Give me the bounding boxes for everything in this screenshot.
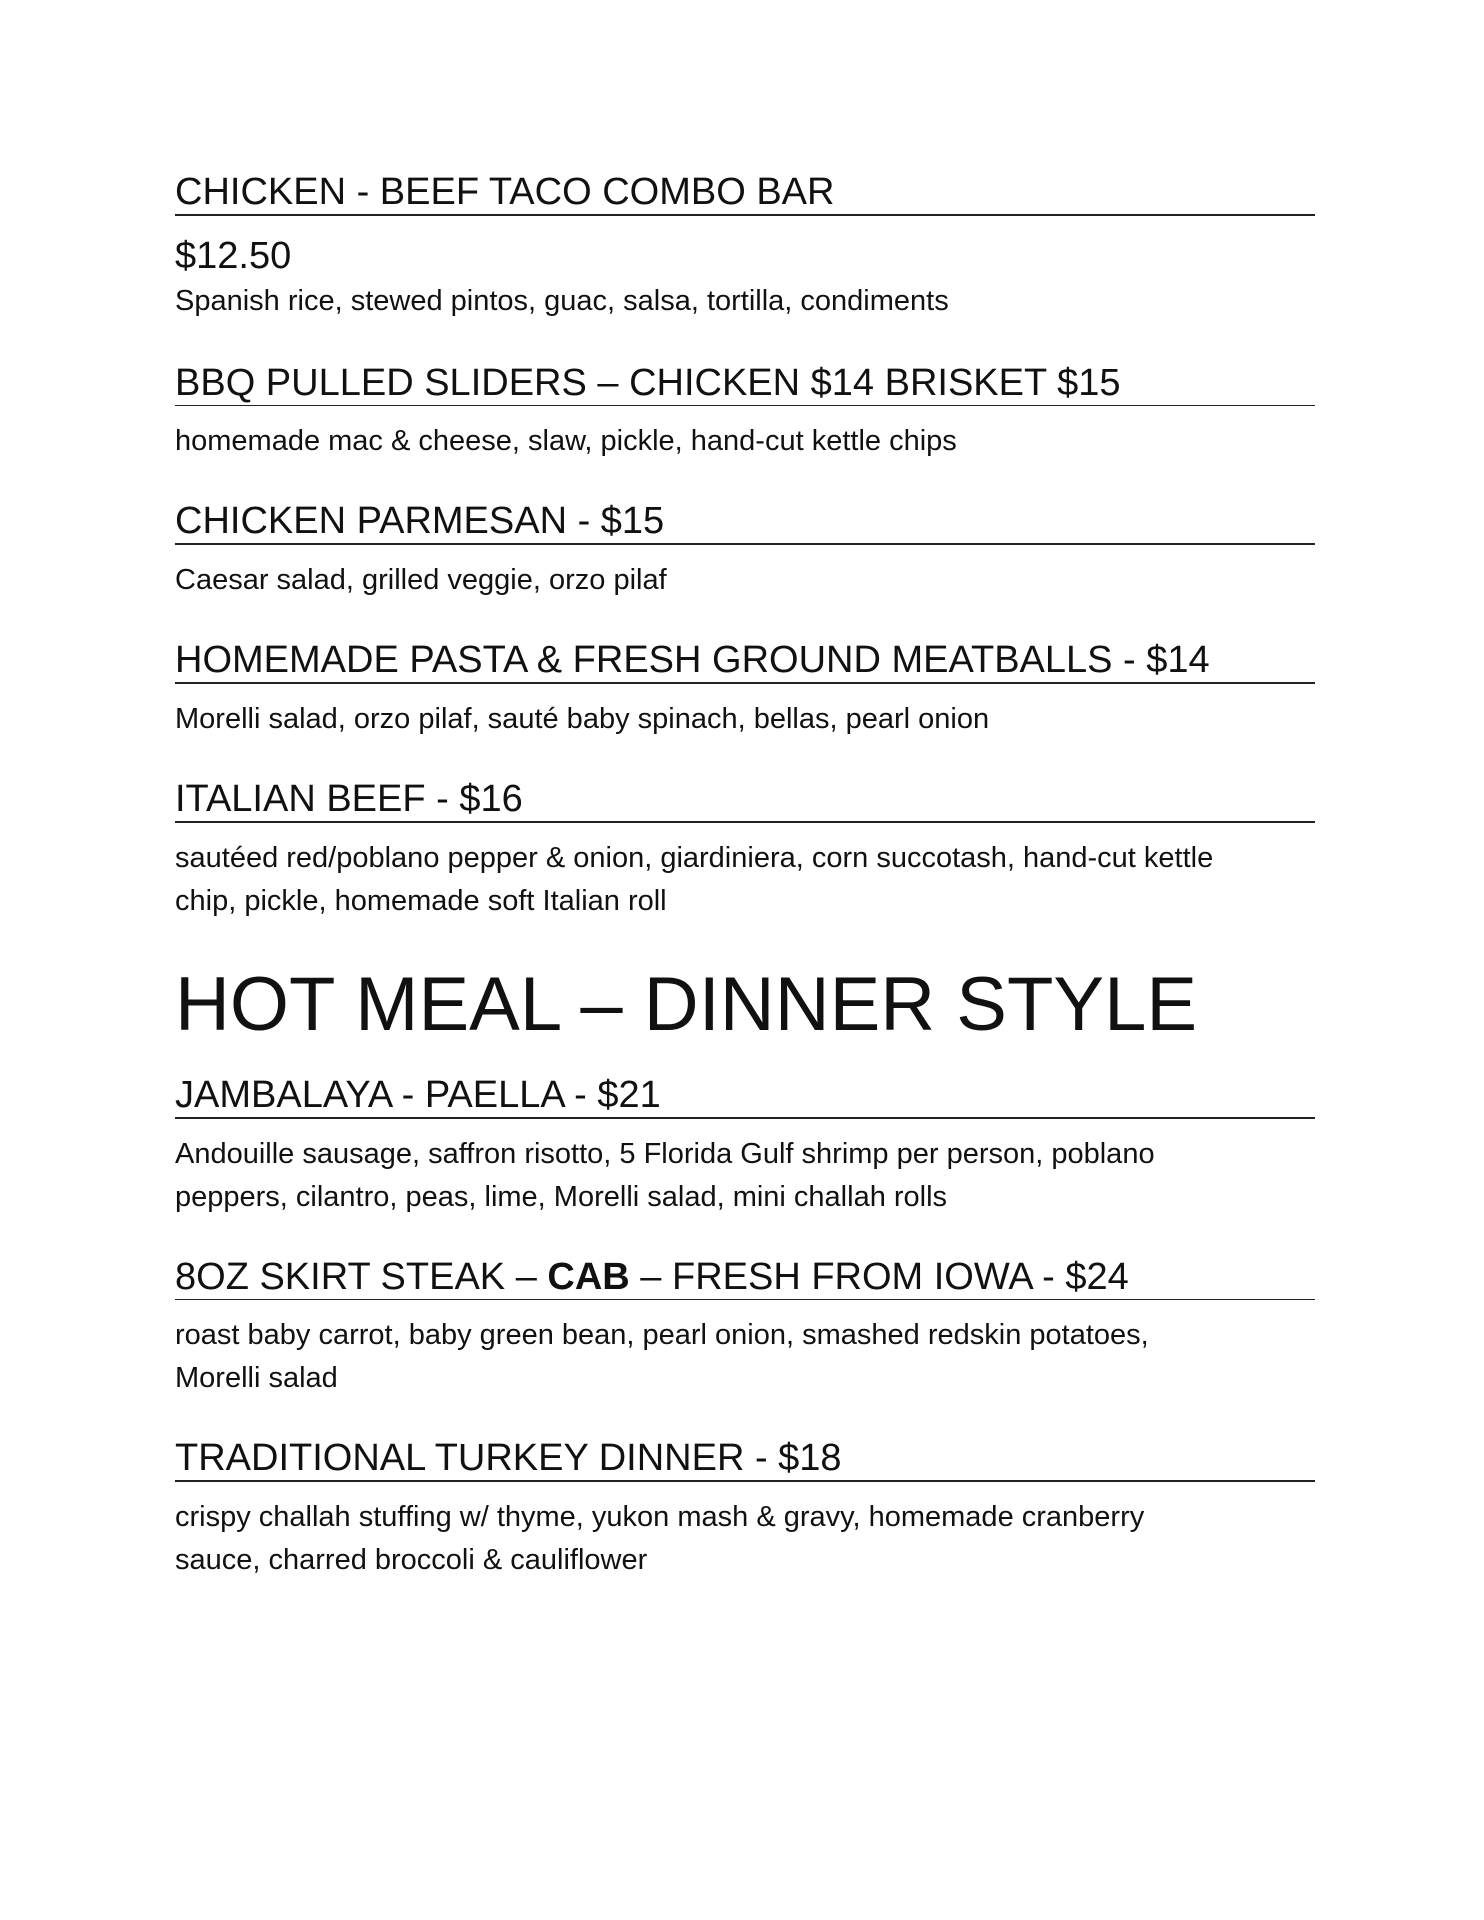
item-description: [175, 1314, 1315, 1400]
item-description-line: roast baby carrot, baby green bean, pearl onion, smashed redskin potatoes,: [175, 1319, 1149, 1351]
menu-item-bbq-sliders: [175, 361, 1315, 463]
item-description: [175, 837, 1315, 923]
item-title: BBQ PULLED SLIDERS – CHICKEN $14 BRISKET $15: [175, 361, 1315, 406]
item-title: ITALIAN BEEF - $16: [175, 777, 1315, 823]
item-description-line: crispy challah stuffing w/ thyme, yukon mash & gravy, homemade cranberry: [175, 1501, 1145, 1533]
item-title: JAMBALAYA - PAELLA - $21: [175, 1073, 1315, 1119]
item-title: CHICKEN - BEEF TACO COMBO BAR: [175, 170, 1315, 216]
item-description-line: sauce, charred broccoli & cauliflower: [175, 1544, 648, 1576]
item-title-part: – FRESH FROM IOWA - $24: [629, 1256, 1129, 1298]
item-description: homemade mac & cheese, slaw, pickle, hand-cut kettle chips: [175, 425, 957, 457]
item-description: [175, 1496, 1315, 1582]
item-title: CHICKEN PARMESAN - $15: [175, 499, 1315, 545]
menu-item-jambalaya-paella: [175, 1073, 1315, 1219]
section-title: HOT MEAL – DINNER STYLE: [175, 962, 1198, 1047]
menu-item-turkey-dinner: [175, 1436, 1315, 1582]
menu-item-taco-combo: [175, 170, 1315, 323]
item-title: TRADITIONAL TURKEY DINNER - $18: [175, 1436, 1315, 1482]
item-description-line: peppers, cilantro, peas, lime, Morelli salad, mini challah rolls: [175, 1181, 948, 1213]
menu-page: [175, 170, 1315, 1582]
menu-item-chicken-parmesan: [175, 499, 1315, 602]
item-description-line: Andouille sausage, saffron risotto, 5 Florida Gulf shrimp per person, poblano: [175, 1138, 1155, 1170]
item-price: $12.50: [175, 235, 292, 277]
item-description: Caesar salad, grilled veggie, orzo pilaf: [175, 564, 667, 596]
item-description-line: Morelli salad: [175, 1362, 338, 1394]
item-description: Spanish rice, stewed pintos, guac, salsa, tortilla, condiments: [175, 285, 949, 317]
item-description: Morelli salad, orzo pilaf, sauté baby spinach, bellas, pearl onion: [175, 703, 990, 735]
item-title: HOMEMADE PASTA & FRESH GROUND MEATBALLS - $14: [175, 638, 1315, 684]
item-description-line: sautéed red/poblano pepper & onion, giardiniera, corn succotash, hand-cut kettle: [175, 842, 1214, 874]
item-description: [175, 1133, 1315, 1219]
menu-item-skirt-steak: [175, 1255, 1315, 1400]
item-title-bold: CAB: [547, 1256, 630, 1298]
item-title: [175, 1255, 1315, 1300]
menu-item-pasta-meatballs: [175, 638, 1315, 741]
item-description-line: chip, pickle, homemade soft Italian roll: [175, 885, 667, 917]
item-title-part: 8OZ SKIRT STEAK –: [175, 1256, 548, 1298]
menu-item-italian-beef: [175, 777, 1315, 923]
